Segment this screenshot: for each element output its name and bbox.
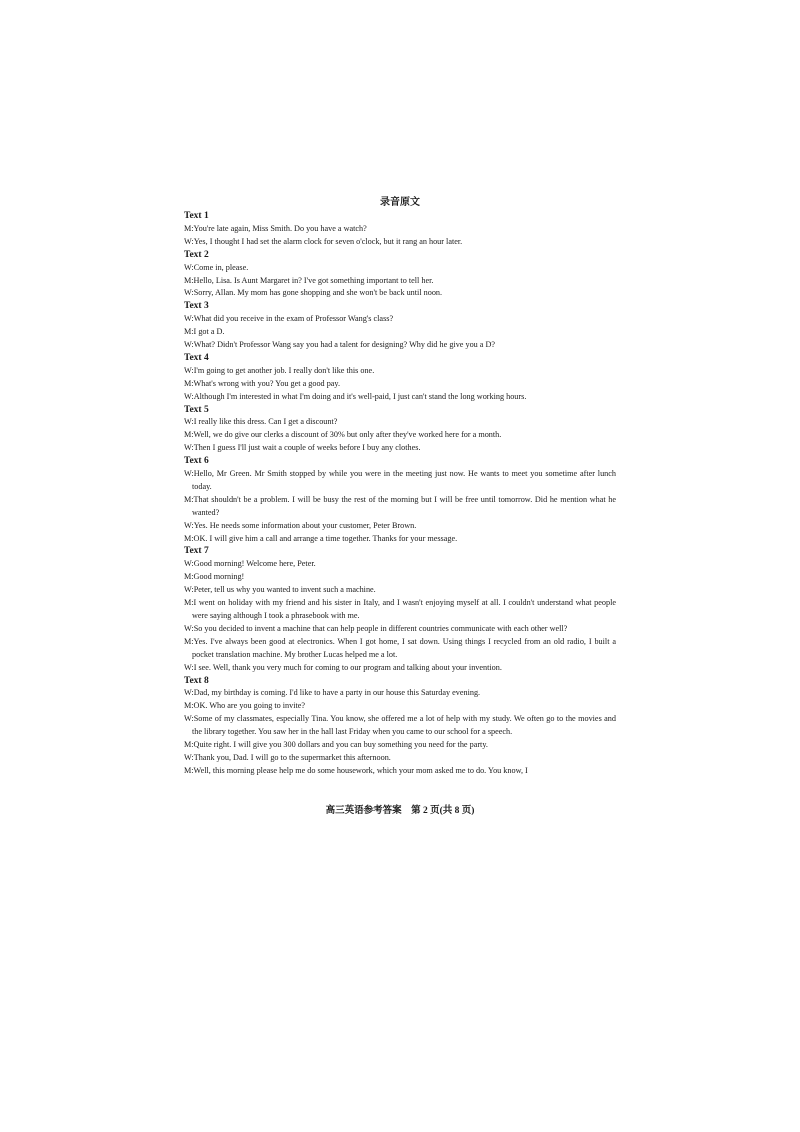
section-heading: Text 3 [184, 301, 209, 312]
section-heading: Text 7 [184, 546, 209, 557]
dialogue-line: M:You're late again, Miss Smith. Do you have a watch? [184, 223, 367, 233]
dialogue-line: W:What did you receive in the exam of Professor Wang's class? [184, 314, 394, 324]
dialogue-line: W:Come in, please. [184, 262, 249, 272]
dialogue-line: M:Good morning! [184, 572, 245, 582]
dialogue-line: W:Then I guess I'll just wait a couple of weeks before I buy any clothes. [184, 443, 421, 453]
dialogue-line: W:I see. Well, thank you very much for coming to our program and talking about your invention. [184, 662, 502, 672]
dialogue-line: W:Some of my classmates, especially Tina. You know, she offered me a lot of help with my study. We often go to the movies and the library together. You saw her in the hall last Friday when you came to our school for a speech. [184, 714, 616, 737]
section-heading: Text 4 [184, 352, 209, 363]
dialogue-line: M:Well, we do give our clerks a discount of 30% but only after they've worked here for a month. [184, 430, 502, 440]
dialogue-line: W:Sorry, Allan. My mom has gone shopping and she won't be back until noon. [184, 288, 443, 298]
document-title: 录音原文 [380, 197, 420, 208]
dialogue-line: M:OK. I will give him a call and arrange a time together. Thanks for your message. [184, 533, 458, 543]
dialogue-line: W:Yes, I thought I had set the alarm clock for seven o'clock, but it rang an hour later. [184, 236, 463, 246]
page-footer: 高三英语参考答案 第 2 页(共 8 页) [325, 806, 475, 816]
dialogue-line: W:Dad, my birthday is coming. I'd like to have a party in our house this Saturday evening. [184, 688, 481, 698]
section-heading: Text 8 [184, 675, 209, 686]
dialogue-line: W:What? Didn't Professor Wang say you had a talent for designing? Why did he give you a D? [184, 340, 496, 350]
section-heading: Text 1 [184, 211, 209, 221]
dialogue-line: W:Peter, tell us why you wanted to invent such a machine. [184, 585, 376, 595]
section-heading: Text 5 [184, 404, 209, 415]
dialogue-line: W:Although I'm interested in what I'm doing and it's well-paid, I just can't stand the long working hours. [184, 391, 527, 401]
dialogue-line: W:Yes. He needs some information about your customer, Peter Brown. [184, 520, 417, 530]
dialogue-line: M:Quite right. I will give you 300 dollars and you can buy something you need for the party. [184, 740, 488, 750]
dialogue-line: W:I really like this dress. Can I get a discount? [184, 417, 338, 427]
section-heading: Text 6 [184, 456, 209, 467]
dialogue-line: M:Well, this morning please help me do some housework, which your mom asked me to do. You know, I [184, 765, 528, 775]
section-heading: Text 2 [184, 249, 209, 260]
dialogue-line: W:I'm going to get another job. I really don't like this one. [184, 365, 375, 375]
transcript-sections [184, 210, 616, 778]
document-body [184, 196, 616, 778]
dialogue-line: M:OK. Who are you going to invite? [184, 701, 306, 711]
dialogue-line: W:Hello, Mr Green. Mr Smith stopped by while you were in the meeting just now. He wants to meet you sometime after lunch today. [184, 469, 616, 491]
dialogue-line: M:I went on holiday with my friend and his sister in Italy, and I wasn't enjoying myself at all. I couldn't understand what people were saying although I took a phrasebook with me. [184, 598, 616, 620]
dialogue-line: W:Good morning! Welcome here, Peter. [184, 559, 316, 569]
dialogue-line: M:What's wrong with you? You get a good pay. [184, 378, 341, 388]
dialogue-line: M:I got a D. [184, 327, 225, 337]
dialogue-line: M:Hello, Lisa. Is Aunt Margaret in? I've got something important to tell her. [184, 275, 434, 285]
dialogue-line: W:Thank you, Dad. I will go to the supermarket this afternoon. [184, 752, 391, 762]
dialogue-line: M:Yes. I've always been good at electronics. When I got home, I sat down. Using things I recycled from an old radio, I built a pocket translation machine. My brother Lucas helped me a lot. [184, 636, 616, 659]
dialogue-line: W:So you decided to invent a machine that can help people in different countries communicate with each other well? [184, 623, 568, 633]
dialogue-line: M:That shouldn't be a problem. I will be busy the rest of the morning but I will be free until tomorrow. Did he mention what he wanted? [184, 494, 616, 517]
